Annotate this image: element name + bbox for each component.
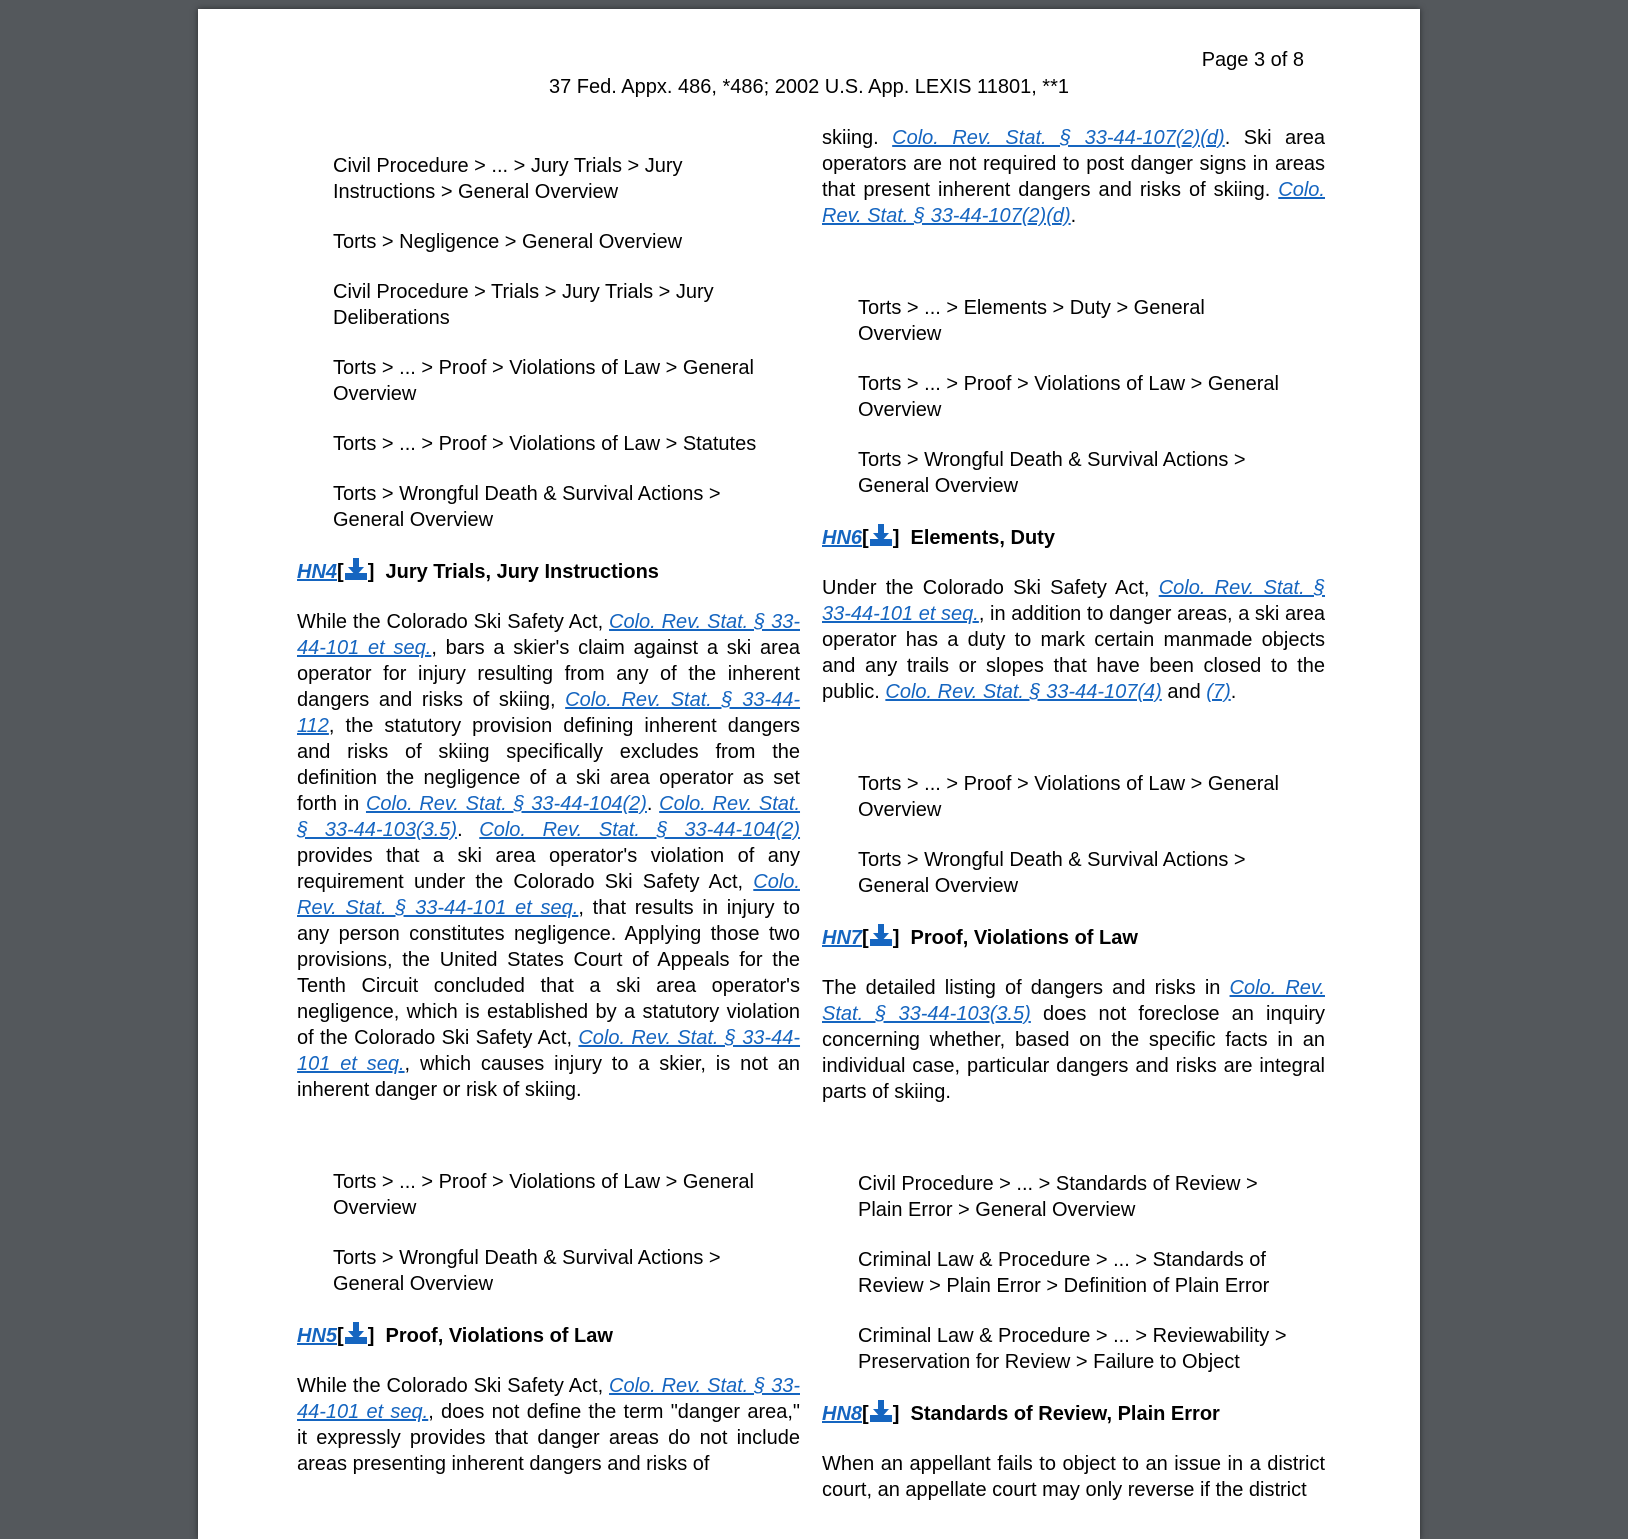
statute-citation-link[interactable]: Colo. Rev. Stat. § 33-44-107(2)(d) [892,127,1225,149]
download-icon[interactable] [869,523,893,547]
statute-citation-link[interactable]: Colo. Rev. Stat. § 33-44-104(2) [365,793,647,815]
headnote-link-hn4[interactable]: HN4 [297,561,338,583]
headnote-hn8-heading: HN8[ ] Standards of Review, Plain Error [822,1399,1325,1427]
topic-path: Civil Procedure > Trials > Jury Trials > Jury Deliberations [333,281,714,329]
topic-path: Criminal Law & Procedure > ... > Reviewability > Preservation for Review > Failure to Object [858,1325,1287,1373]
topic-path: Torts > Wrongful Death & Survival Actions > General Overview [333,1247,721,1295]
statute-citation-link[interactable]: Colo. Rev. Stat. § 33-44-101 et seq. [297,611,800,659]
topic-path: Torts > ... > Elements > Duty > General Overview [858,297,1205,345]
statute-citation-link[interactable]: Colo. Rev. Stat. § 33-44-101 et seq. [297,1027,801,1075]
statute-citation-link[interactable]: Colo. Rev. Stat. § 33-44-101 et seq. [297,871,800,919]
statute-citation-link[interactable]: Colo. Rev. Stat. § 33-44-107(4) [885,681,1162,703]
headnote-hn4-text: While the Colorado Ski Safety Act, Colo. Rev. Stat. § 33-44-101 et seq., bars a skier's claim against a ski area operator for injury resulting from any of the inherent dangers and risks of skiing, Colo. Rev. Stat. § 33-44-112, the statutory provision defining inherent dangers and risks of skiing specifically excludes from the definition the negligence of a ski area operator as set forth in Colo. Rev. Stat. § 33-44-104(2). Colo. Rev. Stat. § 33-44-103(3.5). Colo. Rev. Stat. § 33-44-104(2) provides that a ski area operator's violation of any requirement under the Colorado Ski Safety Act, Colo. Rev. Stat. § 33-44-101 et seq., that results in injury to any person constitutes negligence. Applying those two provisions, the United States Court of Appeals for the Tenth Circuit concluded that a ski area operator's negligence, which is established by a statutory violation of the Colorado Ski Safety Act, Colo. Rev. Stat. § 33-44-101 et seq., which causes injury to a skier, is not an inherent danger or risk of skiing. [297,611,801,1101]
statute-citation-link[interactable]: Colo. Rev. Stat. § 33-44-101 et seq. [297,1375,800,1423]
statute-citation-link[interactable]: Colo. Rev. Stat. § 33-44-103(3.5) [297,793,801,841]
continued-paragraph: skiing. Colo. Rev. Stat. § 33-44-107(2)(d). Ski area operators are not required to post danger signs in areas that present inherent dangers and risks of skiing. Colo. Rev. Stat. § 33-44-107(2)(d). [822,127,1326,227]
headnote-title: Standards of Review, Plain Error [910,1403,1220,1425]
right-column [822,125,1325,1527]
statute-citation-link[interactable]: Colo. Rev. Stat. § 33-44-107(2)(d) [822,179,1325,227]
headnote-hn7-heading: HN7[ ] Proof, Violations of Law [822,923,1325,951]
headnote-link-hn6[interactable]: HN6 [822,527,863,549]
headnote-hn7-text: The detailed listing of dangers and risks in Colo. Rev. Stat. § 33-44-103(3.5) does not foreclose an inquiry concerning whether, based on the specific facts in an individual case, particular dangers and risks are integral parts of skiing. [822,977,1325,1103]
topic-path: Torts > Wrongful Death & Survival Actions > General Overview [858,849,1246,897]
topic-path: Torts > ... > Proof > Violations of Law > General Overview [333,357,754,405]
topic-path: Torts > ... > Proof > Violations of Law > Statutes [333,433,757,455]
topic-path: Torts > Wrongful Death & Survival Actions > General Overview [858,449,1246,497]
headnote-hn8-text: When an appellant fails to object to an issue in a district court, an appellate court may only reverse if the district [822,1453,1325,1501]
headnote-hn6-heading: HN6[ ] Elements, Duty [822,523,1325,551]
running-header: 37 Fed. Appx. 486, *486; 2002 U.S. App. LEXIS 11801, **1 [548,76,1069,98]
headnote-hn4-heading: HN4[ ] Jury Trials, Jury Instructions [297,557,800,585]
topic-path: Torts > ... > Proof > Violations of Law > General Overview [858,773,1279,821]
statute-citation-link[interactable]: Colo. Rev. Stat. § 33-44-103(3.5) [822,977,1325,1025]
topic-path: Civil Procedure > ... > Jury Trials > Jury Instructions > General Overview [333,155,683,203]
headnote-title: Elements, Duty [910,527,1055,549]
headnote-hn5-text: While the Colorado Ski Safety Act, Colo. Rev. Stat. § 33-44-101 et seq., does not define the term "danger area," it expressly provides that danger areas do not include areas presenting inherent dangers and risks of [297,1375,801,1475]
headnote-link-hn5[interactable]: HN5 [297,1325,338,1347]
topic-path: Torts > ... > Proof > Violations of Law > General Overview [333,1171,754,1219]
headnote-link-hn8[interactable]: HN8 [822,1403,863,1425]
download-icon[interactable] [869,923,893,947]
statute-citation-link[interactable]: Colo. Rev. Stat. § 33-44-112 [297,689,801,737]
download-icon[interactable] [344,557,368,581]
topic-path: Torts > Negligence > General Overview [333,231,683,253]
headnote-title: Proof, Violations of Law [385,1325,613,1347]
left-column [297,125,800,1501]
page-number: Page 3 of 8 [1201,49,1304,71]
statute-citation-link[interactable]: (7) [1206,681,1231,703]
download-icon[interactable] [869,1399,893,1423]
topic-path: Torts > Wrongful Death & Survival Actions > General Overview [333,483,721,531]
topic-path: Torts > ... > Proof > Violations of Law > General Overview [858,373,1279,421]
headnote-hn5-heading: HN5[ ] Proof, Violations of Law [297,1321,800,1349]
statute-citation-link[interactable]: Colo. Rev. Stat. § 33-44-101 et seq. [822,577,1325,625]
headnote-hn6-text: Under the Colorado Ski Safety Act, Colo. Rev. Stat. § 33-44-101 et seq., in addition to danger areas, a ski area operator has a duty to mark certain manmade objects and any trails or slopes that have been closed to the public. Colo. Rev. Stat. § 33-44-107(4) and (7). [822,577,1325,703]
document-page [198,9,1420,1539]
download-icon[interactable] [344,1321,368,1345]
statute-citation-link[interactable]: Colo. Rev. Stat. § 33-44-104(2) [479,819,801,841]
headnote-title: Jury Trials, Jury Instructions [385,561,659,583]
topic-path: Criminal Law & Procedure > ... > Standards of Review > Plain Error > Definition of Plain Error [858,1249,1270,1297]
headnote-link-hn7[interactable]: HN7 [822,927,863,949]
headnote-title: Proof, Violations of Law [910,927,1138,949]
topic-path: Civil Procedure > ... > Standards of Review > Plain Error > General Overview [858,1173,1258,1221]
